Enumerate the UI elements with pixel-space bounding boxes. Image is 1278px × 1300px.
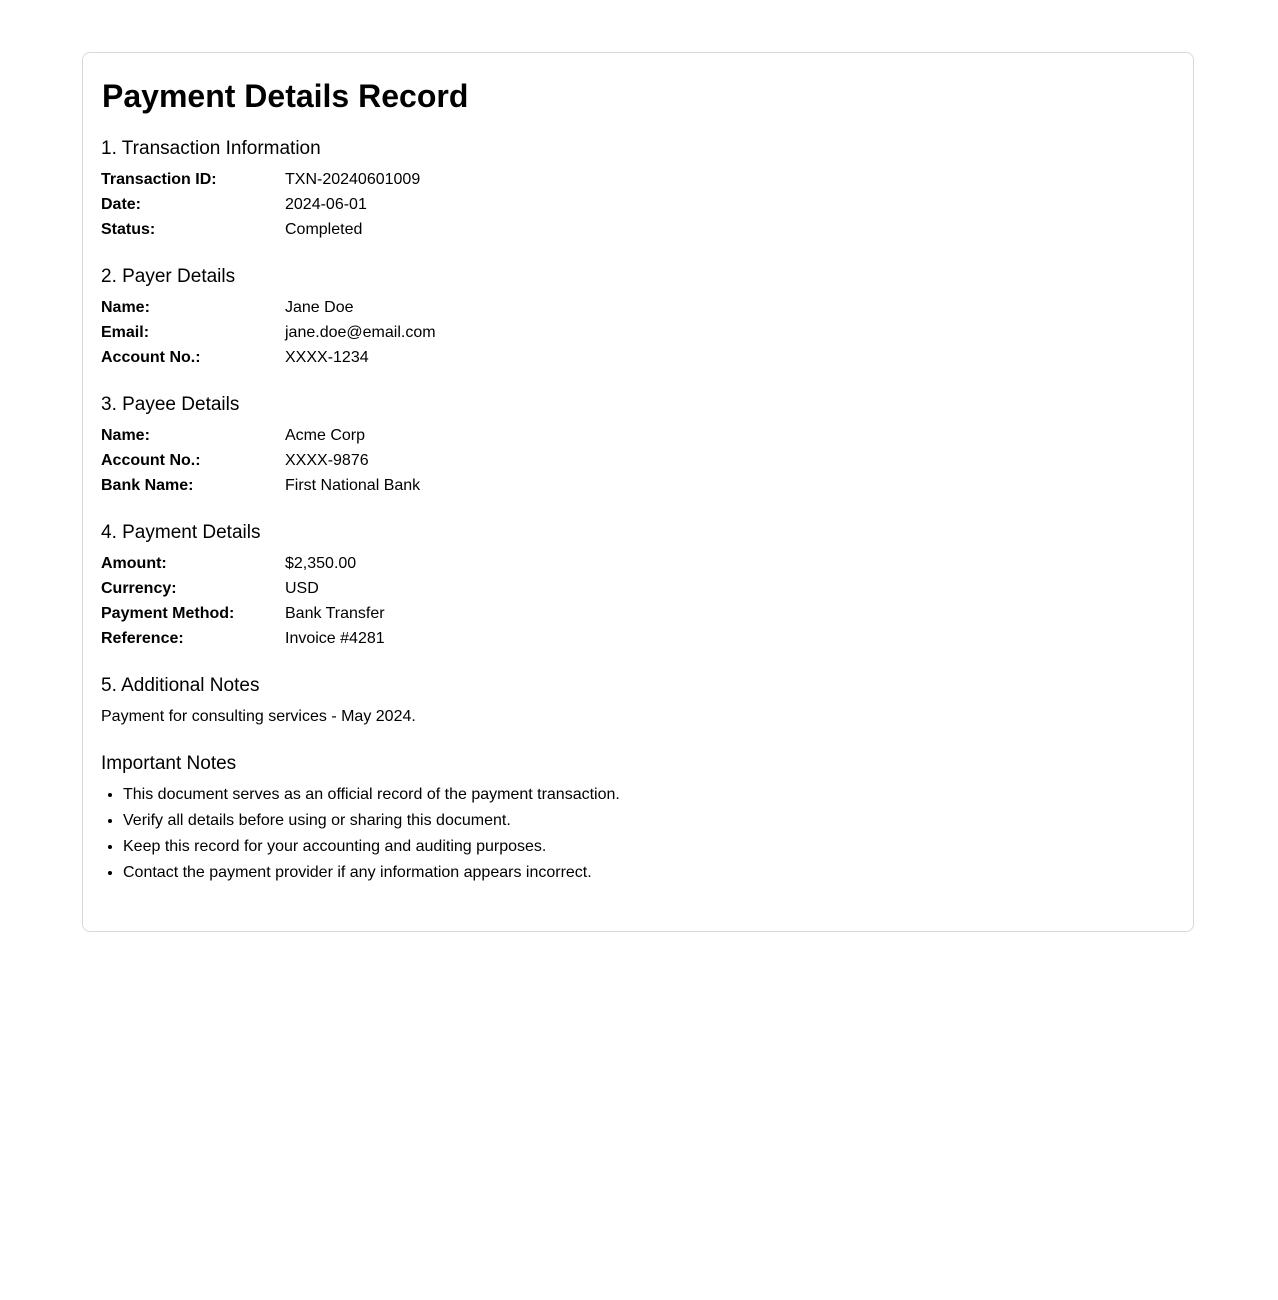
field-value: Bank Transfer bbox=[285, 605, 385, 622]
field-row-bank-name bbox=[101, 473, 1101, 498]
field-value: First National Bank bbox=[285, 477, 421, 494]
field-label: Amount: bbox=[101, 555, 167, 572]
field-label: Reference: bbox=[101, 630, 184, 647]
field-value: Jane Doe bbox=[285, 299, 354, 316]
field-label: Name: bbox=[101, 299, 150, 316]
field-value: USD bbox=[285, 580, 319, 597]
field-row-email bbox=[101, 320, 1101, 345]
field-label: Account No.: bbox=[101, 349, 201, 366]
section-important-notes bbox=[101, 752, 1101, 886]
field-value: jane.doe@email.com bbox=[285, 324, 436, 341]
field-label: Status: bbox=[101, 221, 156, 238]
section-heading: 2. Payer Details bbox=[101, 266, 236, 287]
field-value: Acme Corp bbox=[285, 427, 366, 444]
field-value: XXXX-1234 bbox=[285, 349, 369, 366]
field-label: Payment Method: bbox=[101, 605, 235, 622]
section-heading: 1. Transaction Information bbox=[101, 138, 321, 159]
field-label: Email: bbox=[101, 324, 150, 341]
additional-notes-text: Payment for consulting services - May 2024. bbox=[101, 708, 416, 725]
field-label: Bank Name: bbox=[101, 477, 194, 494]
section-transaction-information bbox=[101, 137, 1101, 242]
field-row-name bbox=[101, 295, 1101, 320]
section-heading: 3. Payee Details bbox=[101, 394, 240, 415]
field-label: Account No.: bbox=[101, 452, 201, 469]
field-label: Transaction ID: bbox=[101, 171, 217, 188]
field-value: XXXX-9876 bbox=[285, 452, 369, 469]
section-additional-notes bbox=[101, 674, 1101, 729]
field-row-account-no bbox=[101, 448, 1101, 473]
field-label: Currency: bbox=[101, 580, 177, 597]
field-value: Completed bbox=[285, 221, 363, 238]
list-item: • Contact the payment provider if any information appears incorrect. bbox=[123, 860, 1101, 886]
field-row-reference bbox=[101, 626, 1101, 651]
payment-record-card bbox=[82, 52, 1194, 932]
field-value: Invoice #4281 bbox=[285, 630, 385, 647]
section-payer-details bbox=[101, 265, 1101, 370]
list-item: • This document serves as an official record of the payment transaction. bbox=[123, 782, 1101, 808]
list-item: • Keep this record for your accounting and auditing purposes. bbox=[123, 834, 1101, 860]
field-row-name bbox=[101, 423, 1101, 448]
section-payee-details bbox=[101, 393, 1101, 498]
section-heading: 4. Payment Details bbox=[101, 522, 261, 543]
field-value: TXN-20240601009 bbox=[285, 171, 421, 188]
field-row-payment-method bbox=[101, 601, 1101, 626]
field-label: Name: bbox=[101, 427, 150, 444]
field-value: $2,350.00 bbox=[285, 555, 357, 572]
field-row-amount bbox=[101, 551, 1101, 576]
important-notes-list bbox=[101, 782, 1101, 886]
field-label: Date: bbox=[101, 196, 142, 213]
section-heading: Important Notes bbox=[101, 753, 237, 774]
field-row-currency bbox=[101, 576, 1101, 601]
field-row-status bbox=[101, 217, 1101, 242]
field-row-transaction-id bbox=[101, 167, 1101, 192]
list-item: • Verify all details before using or sharing this document. bbox=[123, 808, 1101, 834]
field-value: 2024-06-01 bbox=[285, 196, 367, 213]
page-title: Payment Details Record bbox=[102, 78, 469, 114]
field-row-account-no bbox=[101, 345, 1101, 370]
section-payment-details bbox=[101, 521, 1101, 651]
field-row-date bbox=[101, 192, 1101, 217]
section-heading: 5. Additional Notes bbox=[101, 675, 260, 696]
